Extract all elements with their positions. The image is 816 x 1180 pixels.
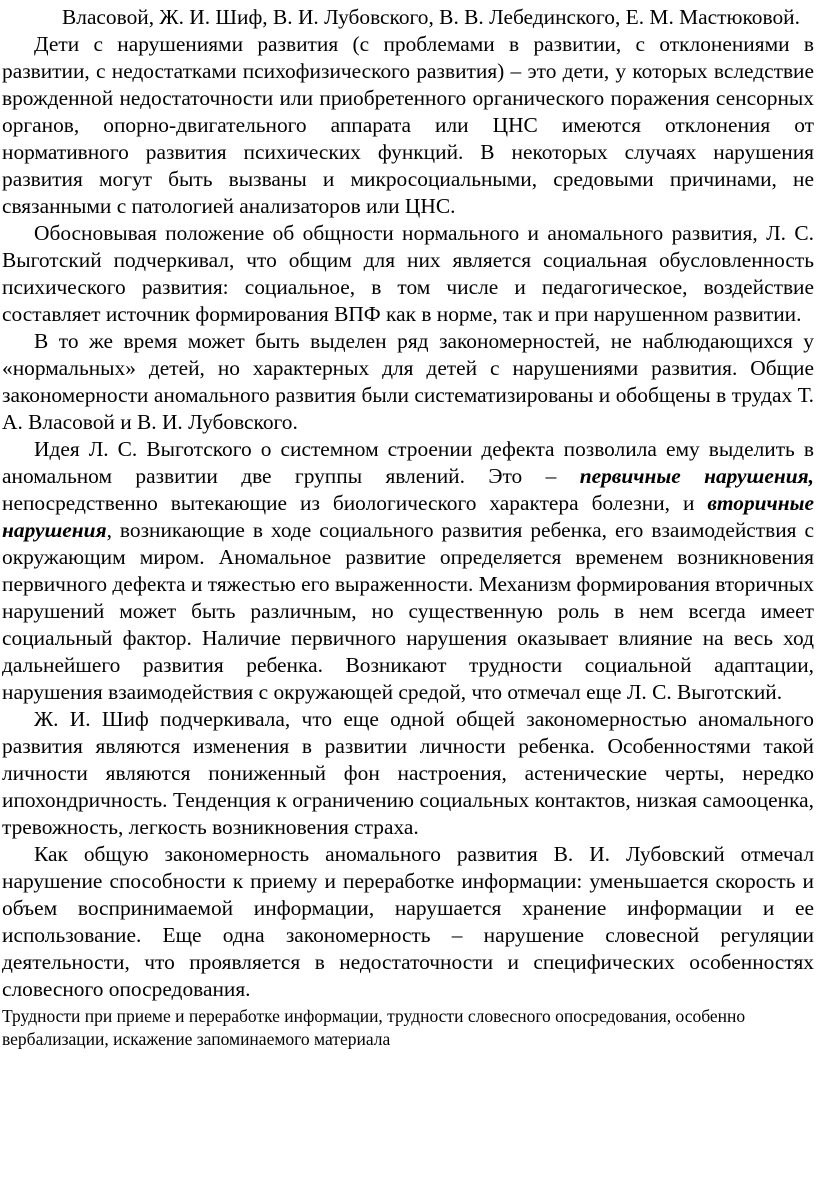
summary-note: Трудности при приеме и переработке информации, трудности словесного опосредования, особенно вербализации, искажение запоминаемого материала [2,1006,746,1049]
paragraph-text-segment: Идея Л. С. Выготского о системном строении дефекта позволила ему выделить в аномальном развитии две группы явлений. Это – [2,437,814,488]
term-secondary-disorders: вторичные нарушения [2,491,814,542]
paragraph-text-segment: непосредственно вытекающие из биологического характера болезни, и [2,491,708,515]
paragraph-text-segment: , возникающие в ходе социального развития ребенка, его взаимодействия с окружающим миром. Аномальное развитие определяется временем возникновения первичного дефекта и тяжестью его выраженности. Механизм формирования вторичных нарушений может быть различным, но существенную роль в нем всегда имеет социальный фактор. Наличие первичного нарушения оказывает влияние на весь ход дальнейшего развития ребенка. Возникают трудности социальной адаптации, нарушения взаимодействия с окружающей средой, что отмечал еще Л. С. Выготский. [2,518,814,704]
paragraph-defect-structure [2,436,814,706]
paragraph-specific-patterns: В то же время может быть выделен ряд закономерностей, не наблюдающихся у «нормальных» детей, но характерных для детей с нарушениями развития. Общие закономерности аномального развития были систематизированы и обобщены в трудах Т. А. Власовой и В. И. Лубовского. [2,329,814,434]
paragraph-information-processing: Как общую закономерность аномального развития В. И. Лубовский отмечал нарушение способности к приему и переработке информации: уменьшается скорость и объем воспринимаемой информации, нарушается хранение информации и ее использование. Еще одна закономерность – нарушение словесной регуляции деятельности, что проявляется в недостаточности и специфических особенностях словесного опосредования. [2,842,814,1001]
paragraph-vygotsky-commonality: Обосновывая положение об общности нормального и аномального развития, Л. С. Выготский подчеркивал, что общим для них является социальная обусловленность психического развития: социальное, в том числе и педагогическое, воздействие составляет источник формирования ВПФ как в норме, так и при нарушенном развитии. [2,221,814,326]
paragraph-personality-changes: Ж. И. Шиф подчеркивала, что еще одной общей закономерностью аномального развития являются изменения в развитии личности ребенка. Особенностями такой личности являются пониженный фон настроения, астенические черты, нередко ипохондричность. Тенденция к ограничению социальных контактов, низкая самооценка, тревожность, легкость возникновения страха. [2,707,814,839]
term-primary-disorders: первичные нарушения, [579,464,814,488]
paragraph-definition: Дети с нарушениями развития (с проблемами в развитии, с отклонениями в развитии, с недостатками психофизического развития) – это дети, у которых вследствие врожденной недостаточности или приобретенного органического поражения сенсорных органов, опорно-двигательного аппарата или ЦНС имеются отклонения от нормативного развития психических функций. В некоторых случаях нарушения развития могут быть вызваны и микросоциальными, средовыми причинами, не связанными с патологией анализаторов или ЦНС. [2,32,814,218]
paragraph-continuation: Власовой, Ж. И. Шиф, В. И. Лубовского, В. В. Лебединского, Е. М. Мастюковой. [62,5,800,29]
